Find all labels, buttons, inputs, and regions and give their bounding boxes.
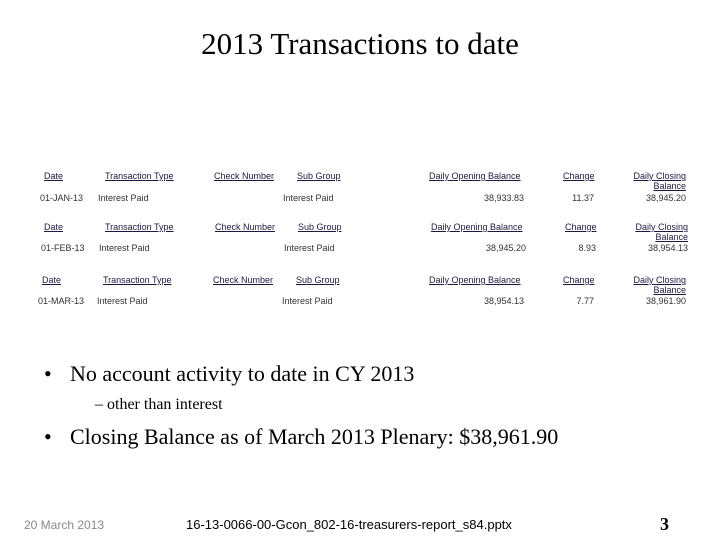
- header-sub-group: Sub Group: [296, 275, 340, 285]
- row-subgroup: Interest Paid: [284, 243, 335, 253]
- row-type: Interest Paid: [97, 296, 148, 306]
- header-sub-group: Sub Group: [297, 171, 341, 181]
- row-closing: 38,961.90: [645, 296, 686, 306]
- header-date: Date: [44, 171, 64, 181]
- row-date: 01-MAR-13: [38, 296, 85, 306]
- header-transaction-type: Transaction Type: [103, 275, 172, 285]
- header-closing-balance: Daily Closing Balance: [633, 171, 686, 191]
- transactions-table: [0, 168, 720, 318]
- sub-bullet-interest: – other than interest: [95, 396, 223, 413]
- bullet-text: Closing Balance as of March 2013 Plenary: $38,961.90: [70, 424, 559, 449]
- header-check-number: Check Number: [214, 171, 275, 181]
- row-subgroup: Interest Paid: [283, 193, 334, 203]
- header-closing-balance: Daily Closing Balance: [633, 275, 686, 295]
- slide-title: 2013 Transactions to date: [201, 26, 519, 61]
- footer-filename: 16-13-0066-00-Gcon_802-16-treasurers-report_s84.pptx: [186, 517, 512, 532]
- header-closing-balance: Daily Closing Balance: [635, 222, 688, 242]
- header-change: Change: [565, 222, 597, 232]
- header-opening-balance: Daily Opening Balance: [429, 275, 521, 285]
- footer-date: 20 March 2013: [24, 518, 105, 532]
- row-opening: 38,933.83: [483, 193, 524, 203]
- row-change: 7.77: [576, 296, 594, 306]
- bullet-closing-balance: [44, 424, 558, 450]
- bullet-icon: •: [44, 361, 52, 386]
- bullet-no-activity: [44, 361, 414, 387]
- row-date: 01-FEB-13: [41, 243, 85, 253]
- header-opening-balance: Daily Opening Balance: [429, 171, 521, 181]
- header-change: Change: [563, 171, 595, 181]
- row-type: Interest Paid: [98, 193, 149, 203]
- header-transaction-type: Transaction Type: [105, 171, 174, 181]
- bullet-icon: •: [44, 424, 52, 449]
- row-change: 8.93: [578, 243, 596, 253]
- row-opening: 38,945.20: [485, 243, 526, 253]
- row-type: Interest Paid: [99, 243, 150, 253]
- header-date: Date: [42, 275, 62, 285]
- row-closing: 38,945.20: [645, 193, 686, 203]
- bullet-text: No account activity to date in CY 2013: [70, 361, 415, 386]
- row-date: 01-JAN-13: [40, 193, 84, 203]
- header-opening-balance: Daily Opening Balance: [431, 222, 523, 232]
- header-check-number: Check Number: [213, 275, 274, 285]
- row-opening: 38,954.13: [483, 296, 524, 306]
- header-sub-group: Sub Group: [298, 222, 342, 232]
- header-transaction-type: Transaction Type: [105, 222, 174, 232]
- row-change: 11.37: [572, 193, 594, 203]
- header-check-number: Check Number: [215, 222, 276, 232]
- row-subgroup: Interest Paid: [282, 296, 333, 306]
- header-change: Change: [563, 275, 595, 285]
- header-date: Date: [44, 222, 64, 232]
- row-closing: 38,954.13: [647, 243, 688, 253]
- page-number: 3: [660, 514, 669, 534]
